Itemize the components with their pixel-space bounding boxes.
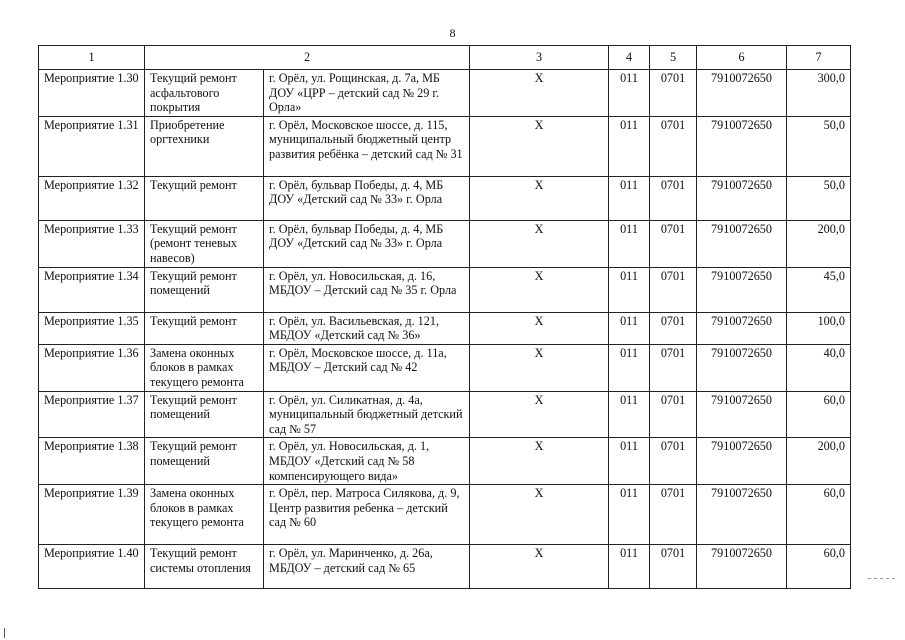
header-col-4: 4 — [609, 46, 650, 70]
section-code: 0701 — [650, 176, 697, 220]
header-col-6: 6 — [697, 46, 787, 70]
activity-label: Мероприятие 1.37 — [39, 391, 145, 438]
table-row — [39, 438, 851, 485]
activities-table — [38, 45, 851, 589]
mark-cell: X — [470, 312, 609, 344]
activity-label: Мероприятие 1.36 — [39, 344, 145, 391]
section-code: 0701 — [650, 267, 697, 312]
target-item-code: 7910072650 — [697, 312, 787, 344]
mark-cell: X — [470, 438, 609, 485]
header-col-5: 5 — [650, 46, 697, 70]
section-code: 0701 — [650, 344, 697, 391]
table-row — [39, 176, 851, 220]
institution-address: г. Орёл, ул. Васильевская, д. 121, МБДОУ «Детский сад № 36» — [264, 312, 470, 344]
section-code: 0701 — [650, 70, 697, 117]
amount-cell: 200,0 — [787, 438, 851, 485]
amount-cell: 60,0 — [787, 485, 851, 545]
section-code: 0701 — [650, 312, 697, 344]
work-description: Замена оконных блоков в рамках текущего ремонта — [145, 344, 264, 391]
amount-cell: 40,0 — [787, 344, 851, 391]
admin-code: 011 — [609, 267, 650, 312]
scan-edge-mark — [868, 578, 898, 579]
admin-code: 011 — [609, 438, 650, 485]
mark-cell: X — [470, 116, 609, 176]
institution-address: г. Орёл, бульвар Победы, д. 4, МБ ДОУ «Детский сад № 33» г. Орла — [264, 220, 470, 267]
admin-code: 011 — [609, 344, 650, 391]
institution-address: г. Орёл, ул. Силикатная, д. 4а, муниципальный бюджетный детский сад № 57 — [264, 391, 470, 438]
amount-cell: 60,0 — [787, 391, 851, 438]
work-description: Текущий ремонт — [145, 312, 264, 344]
table-row — [39, 391, 851, 438]
institution-address: г. Орёл, ул. Рощинская, д. 7а, МБ ДОУ «ЦРР – детский сад № 29 г. Орла» — [264, 70, 470, 117]
institution-address: г. Орёл, пер. Матроса Силякова, д. 9, Центр развития ребенка – детский сад № 60 — [264, 485, 470, 545]
amount-cell: 45,0 — [787, 267, 851, 312]
work-description: Текущий ремонт помещений — [145, 438, 264, 485]
header-col-7: 7 — [787, 46, 851, 70]
mark-cell: X — [470, 344, 609, 391]
table-row — [39, 116, 851, 176]
institution-address: г. Орёл, ул. Новосильская, д. 1, МБДОУ «Детский сад № 58 компенсирующего вида» — [264, 438, 470, 485]
table-row — [39, 545, 851, 589]
mark-cell: X — [470, 220, 609, 267]
admin-code: 011 — [609, 70, 650, 117]
work-description: Текущий ремонт помещений — [145, 391, 264, 438]
institution-address: г. Орёл, Московское шоссе, д. 115, муниципальный бюджетный центр развития ребёнка – детский сад № 31 — [264, 116, 470, 176]
section-code: 0701 — [650, 391, 697, 438]
section-code: 0701 — [650, 438, 697, 485]
table-row — [39, 267, 851, 312]
institution-address: г. Орёл, бульвар Победы, д. 4, МБ ДОУ «Детский сад № 33» г. Орла — [264, 176, 470, 220]
page-number: 8 — [449, 26, 456, 40]
target-item-code: 7910072650 — [697, 545, 787, 589]
mark-cell: X — [470, 70, 609, 117]
target-item-code: 7910072650 — [697, 438, 787, 485]
mark-cell: X — [470, 391, 609, 438]
activity-label: Мероприятие 1.32 — [39, 176, 145, 220]
activity-label: Мероприятие 1.33 — [39, 220, 145, 267]
target-item-code: 7910072650 — [697, 267, 787, 312]
work-description: Замена оконных блоков в рамках текущего ремонта — [145, 485, 264, 545]
header-col-2: 2 — [145, 46, 470, 70]
mark-cell: X — [470, 176, 609, 220]
admin-code: 011 — [609, 116, 650, 176]
scan-artifact — [4, 628, 5, 638]
target-item-code: 7910072650 — [697, 70, 787, 117]
table-row — [39, 344, 851, 391]
institution-address: г. Орёл, ул. Новосильская, д. 16, МБДОУ – Детский сад № 35 г. Орла — [264, 267, 470, 312]
activity-label: Мероприятие 1.40 — [39, 545, 145, 589]
header-row — [39, 46, 851, 70]
admin-code: 011 — [609, 176, 650, 220]
work-description: Текущий ремонт системы отопления — [145, 545, 264, 589]
table-row — [39, 70, 851, 117]
target-item-code: 7910072650 — [697, 220, 787, 267]
target-item-code: 7910072650 — [697, 176, 787, 220]
activity-label: Мероприятие 1.31 — [39, 116, 145, 176]
institution-address: г. Орёл, ул. Маринченко, д. 26а, МБДОУ – детский сад № 65 — [264, 545, 470, 589]
work-description: Текущий ремонт помещений — [145, 267, 264, 312]
table-row — [39, 220, 851, 267]
target-item-code: 7910072650 — [697, 485, 787, 545]
mark-cell: X — [470, 267, 609, 312]
section-code: 0701 — [650, 116, 697, 176]
table-row — [39, 485, 851, 545]
header-col-1: 1 — [39, 46, 145, 70]
activity-label: Мероприятие 1.35 — [39, 312, 145, 344]
table-row — [39, 312, 851, 344]
activity-label: Мероприятие 1.30 — [39, 70, 145, 117]
mark-cell: X — [470, 485, 609, 545]
target-item-code: 7910072650 — [697, 391, 787, 438]
admin-code: 011 — [609, 312, 650, 344]
institution-address: г. Орёл, Московское шоссе, д. 11а, МБДОУ – Детский сад № 42 — [264, 344, 470, 391]
work-description: Приобретение оргтехники — [145, 116, 264, 176]
admin-code: 011 — [609, 391, 650, 438]
work-description: Текущий ремонт асфальтового покрытия — [145, 70, 264, 117]
header-col-3: 3 — [470, 46, 609, 70]
section-code: 0701 — [650, 220, 697, 267]
target-item-code: 7910072650 — [697, 116, 787, 176]
activity-label: Мероприятие 1.38 — [39, 438, 145, 485]
admin-code: 011 — [609, 545, 650, 589]
amount-cell: 100,0 — [787, 312, 851, 344]
amount-cell: 60,0 — [787, 545, 851, 589]
work-description: Текущий ремонт — [145, 176, 264, 220]
target-item-code: 7910072650 — [697, 344, 787, 391]
mark-cell: X — [470, 545, 609, 589]
activity-label: Мероприятие 1.34 — [39, 267, 145, 312]
activity-label: Мероприятие 1.39 — [39, 485, 145, 545]
amount-cell: 50,0 — [787, 176, 851, 220]
amount-cell: 300,0 — [787, 70, 851, 117]
section-code: 0701 — [650, 545, 697, 589]
amount-cell: 50,0 — [787, 116, 851, 176]
admin-code: 011 — [609, 220, 650, 267]
section-code: 0701 — [650, 485, 697, 545]
amount-cell: 200,0 — [787, 220, 851, 267]
work-description: Текущий ремонт (ремонт теневых навесов) — [145, 220, 264, 267]
admin-code: 011 — [609, 485, 650, 545]
